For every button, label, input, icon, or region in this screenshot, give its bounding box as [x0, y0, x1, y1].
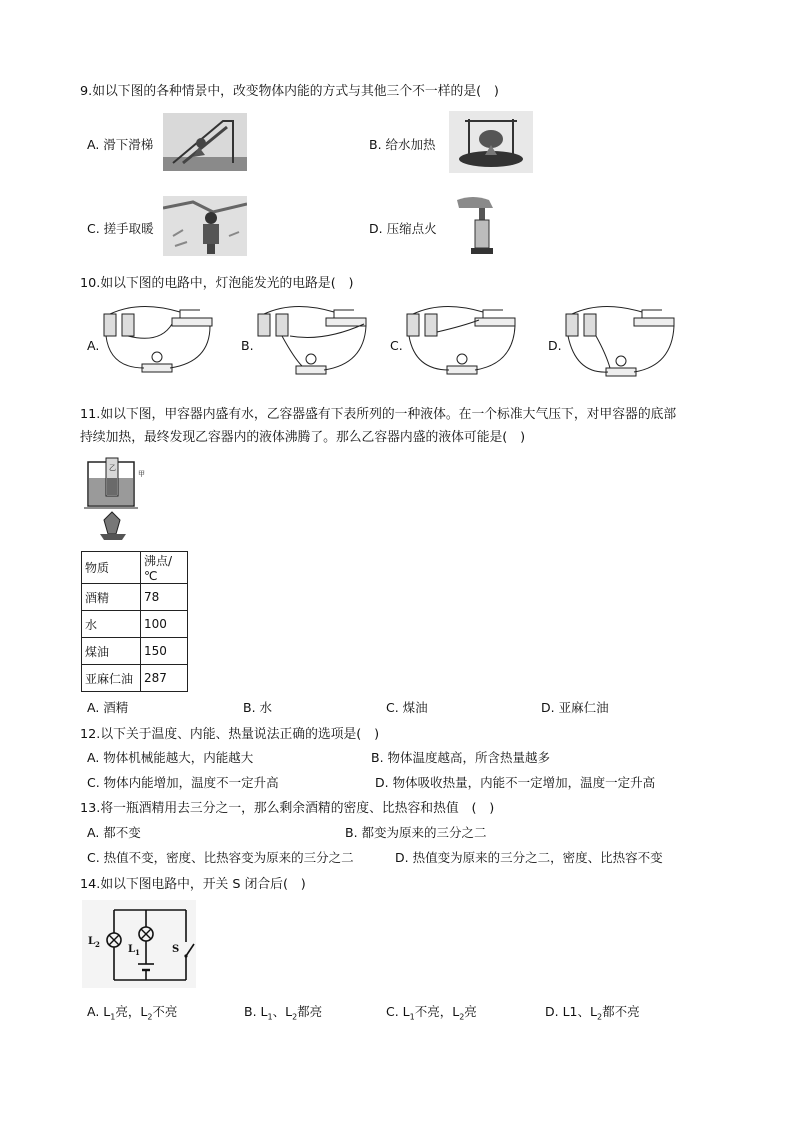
- subscript: 1: [110, 1012, 116, 1022]
- l1-label: $L_1$: [128, 944, 140, 957]
- q10-option-d[interactable]: D.: [548, 338, 562, 353]
- table-row: [82, 611, 188, 638]
- q10-option-c[interactable]: C.: [390, 338, 403, 353]
- q13-option-c[interactable]: C. 热值不变，密度、比热容变为原来的三分之二: [87, 850, 354, 865]
- q13-stem: 13.将一瓶酒精用去三分之一，那么剩余酒精的密度、比热容和热值 ( ): [80, 801, 495, 816]
- option-text: 都亮: [297, 1004, 323, 1019]
- option-text: C. L: [386, 1004, 410, 1019]
- q10-option-b[interactable]: B.: [241, 338, 254, 353]
- parallel-circuit-diagram: [82, 900, 196, 988]
- q14-stem: 14.如以下图电路中，开关 S 闭合后( ): [80, 877, 306, 892]
- q12-stem: 12.以下关于温度、内能、热量说法正确的选项是( ): [80, 727, 380, 742]
- option-text: 亮: [464, 1004, 477, 1019]
- q9-option-a[interactable]: A. 滑下滑梯: [87, 137, 154, 152]
- q11-option-c[interactable]: C. 煤油: [386, 700, 428, 715]
- q9-option-d[interactable]: D. 压缩点火: [369, 221, 437, 236]
- q9-option-b[interactable]: B. 给水加热: [369, 137, 436, 152]
- table-cell: 亚麻仁油: [82, 665, 141, 692]
- q14-option-b[interactable]: [244, 1002, 322, 1020]
- table-cell: 100: [141, 611, 188, 638]
- subscript: 1: [409, 1012, 415, 1022]
- boiling-point-table: [81, 551, 188, 692]
- q10-stem: 10.如以下图的电路中，灯泡能发光的电路是( ): [80, 276, 354, 291]
- subscript: 2: [147, 1012, 153, 1022]
- q14-option-a[interactable]: [87, 1002, 177, 1020]
- q12-option-c[interactable]: C. 物体内能增加，温度不一定升高: [87, 775, 279, 790]
- rubbing-hands-picture: [163, 196, 247, 256]
- q13-option-d[interactable]: D. 热值变为原来的三分之二，密度、比热容不变: [395, 850, 663, 865]
- option-text: A. L: [87, 1004, 111, 1019]
- q11-stem-line2: 持续加热，最终发现乙容器内的液体沸腾了。那么乙容器内盛的液体可能是( ): [80, 430, 526, 445]
- table-cell: 煤油: [82, 638, 141, 665]
- q12-option-b[interactable]: B. 物体温度越高，所含热量越多: [371, 750, 551, 765]
- slide-picture: [163, 113, 247, 171]
- subscript: 2: [596, 1012, 603, 1022]
- table-cell: 150: [141, 638, 188, 665]
- q14-option-c[interactable]: [386, 1002, 477, 1020]
- q10-option-a[interactable]: A.: [87, 338, 100, 353]
- circuit-d-diagram: [562, 302, 677, 382]
- q13-option-a[interactable]: A. 都不变: [87, 825, 141, 840]
- beaker-heating-diagram: [82, 454, 148, 542]
- option-text: 亮，L: [115, 1004, 148, 1019]
- table-header: 沸点/℃: [141, 552, 188, 584]
- circuit-c-diagram: [403, 302, 518, 382]
- circuit-b-diagram: [254, 302, 369, 382]
- svg-text:乙: 乙: [109, 464, 116, 472]
- table-row: [82, 638, 188, 665]
- option-text: 都不亮: [602, 1004, 640, 1019]
- q9-option-c[interactable]: C. 搓手取暖: [87, 221, 154, 236]
- q14-option-d[interactable]: [545, 1002, 640, 1020]
- table-cell: 水: [82, 611, 141, 638]
- table-cell: 78: [141, 584, 188, 611]
- q11-option-b[interactable]: B. 水: [243, 700, 273, 715]
- option-text: 不亮: [152, 1004, 178, 1019]
- q11-stem-line1: 11.如以下图，甲容器内盛有水，乙容器盛有下表所列的一种液体。在一个标准大气压下，对甲容器的底部: [80, 407, 677, 422]
- q11-option-d[interactable]: D. 亚麻仁油: [541, 700, 609, 715]
- svg-text:甲: 甲: [138, 470, 145, 478]
- compression-ignition-picture: [449, 190, 519, 260]
- q13-option-b[interactable]: B. 都变为原来的三分之二: [345, 825, 487, 840]
- table-cell: 酒精: [82, 584, 141, 611]
- table-header-row: [82, 552, 188, 584]
- q12-option-d[interactable]: D. 物体吸收热量，内能不一定增加，温度一定升高: [375, 775, 656, 790]
- l2-label: $L_2$: [88, 936, 100, 949]
- circuit-a-diagram: [100, 302, 215, 382]
- table-row: [82, 584, 188, 611]
- heating-water-picture: [449, 111, 533, 173]
- subscript: 2: [459, 1012, 465, 1022]
- q12-option-a[interactable]: A. 物体机械能越大，内能越大: [87, 750, 254, 765]
- subscript: 1: [267, 1012, 273, 1022]
- option-text: B. L: [244, 1004, 268, 1019]
- subscript: 2: [292, 1012, 298, 1022]
- table-row: [82, 665, 188, 692]
- option-text: 、L: [272, 1004, 293, 1019]
- q11-option-a[interactable]: A. 酒精: [87, 700, 129, 715]
- table-header: 物质: [82, 552, 141, 584]
- option-text: 不亮，L: [414, 1004, 460, 1019]
- table-cell: 287: [141, 665, 188, 692]
- q9-stem: 9.如以下图的各种情景中，改变物体内能的方式与其他三个不一样的是( ): [80, 84, 499, 99]
- switch-label: S: [172, 944, 180, 955]
- option-text: D. L1、L: [545, 1004, 597, 1019]
